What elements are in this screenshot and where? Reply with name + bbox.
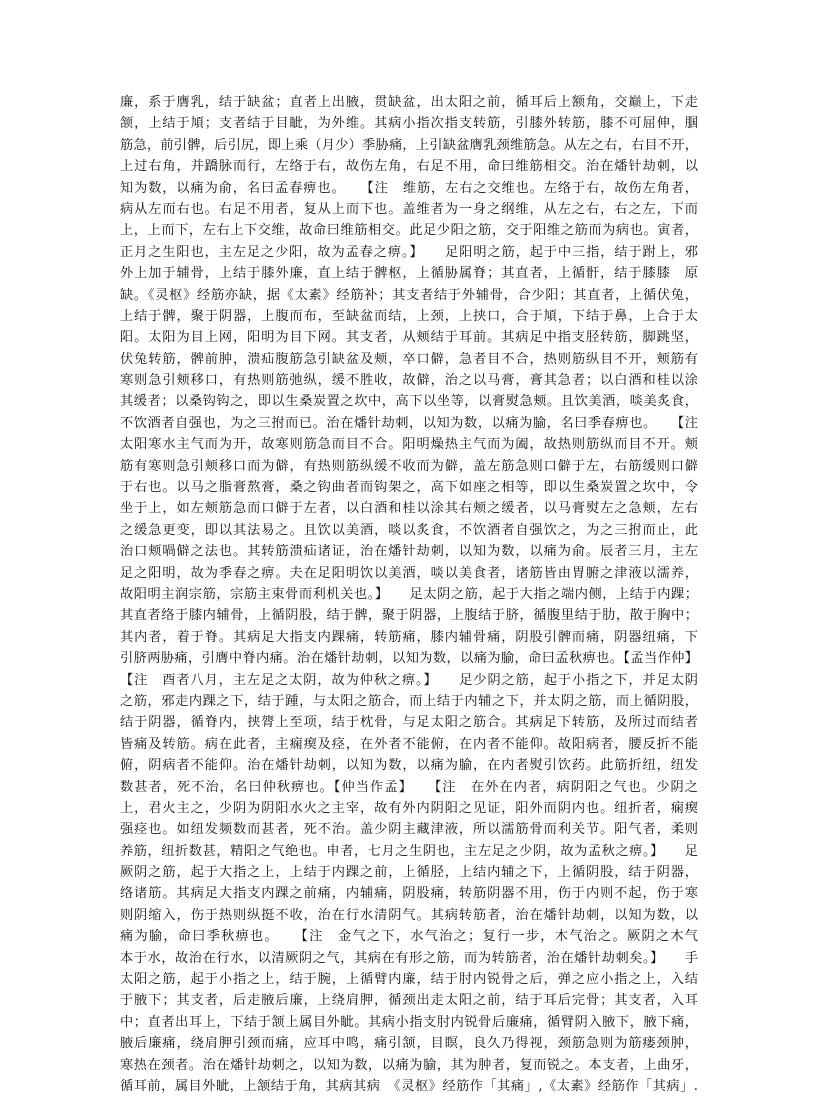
text-line: 廉，系于膺乳，结于缺盆；直者上出腋，贯缺盆，出太阳之前，循耳后上额角，交巅上，下走 xyxy=(120,95,698,110)
text-line: 故阳明主润宗筋，宗筋主束骨而利机关也。】 足太阴之筋，起于大指之端内侧，上结于内踝； xyxy=(120,586,698,602)
text-line: 寒热在颈者。治在燔针劫刺之，以知为数，以痛为腧，其为肿者，复而锐之。本支者，上曲牙， xyxy=(120,1057,698,1073)
text-line: 外上加于辅骨，上结于膝外廉，直上结于髀枢，上循胁属脊；其直者，上循骭，结于膝膝 原 xyxy=(120,266,698,282)
text-line: 寒则急引颊移口，有热则筋弛纵，缓不胜收，故僻，治之以马膏，膏其急者；以白酒和桂以涂 xyxy=(120,373,698,389)
text-line: 痛为腧，命曰季秋痹也。 【注 金气之下，水气治之；复行一步，木气治之。厥阴之木气 xyxy=(120,929,698,945)
text-line: 治口颊喎僻之法也。其转筋溃疝诸证，治在燔针劫刺，以知为数，以痛为俞。辰者三月，主左 xyxy=(120,544,698,560)
text-line: 腋后廉痛，绕肩胛引颈而痛，应耳中鸣，痛引颔，目瞑，良久乃得视，颈筋急则为筋瘘颈肿， xyxy=(120,1036,698,1052)
text-line: 伏兔转筋，髀前肿，溃疝腹筋急引缺盆及颊，卒口僻，急者目不合，热则筋纵目不开，颊筋有 xyxy=(120,351,698,367)
text-line: 本于水，故治在行水，以清厥阴之气，其病在有形之筋，而为转筋者，治在燔针劫刺矣。】 手 xyxy=(120,950,698,966)
text-line: 筋急，前引髀，后引尻，即上乘（月少）季胁痛，上引缺盆膺乳颈维筋急。从左之右，右目不开， xyxy=(120,137,698,153)
text-line: 皆痛及转筋。病在此者，主痫瘈及痉，在外者不能俯，在内者不能仰。故阳病者，腰反折不能 xyxy=(120,736,698,752)
text-line: 中；直者出耳上，下结于颔上属目外眦。其病小指支肘内锐骨后廉痛，循臂阴入腋下，腋下痛， xyxy=(120,1014,698,1030)
text-line: 不饮酒者自强也，为之三拊而已。治在燔针劫刺，以知为数，以痛为腧，名曰季春痹也。 【注 xyxy=(120,415,698,431)
text-line: 筋有寒则急引颊移口而为僻，有热则筋纵缓不收而为僻，盖左筋急则口僻于左，右筋缓则口僻 xyxy=(120,458,698,474)
text-line: 循耳前，属目外眦，上颔结于角，其病其病 《灵枢》经筋作「其痛」,《太素》经筋作「其病」. xyxy=(120,1078,698,1094)
text-line: 坐于上，如左颊筋急而口僻于左者，以白酒和桂以涂其右颊之缓者，以马膏熨左之急颊，左右 xyxy=(120,501,698,517)
text-line: 其内者，着于脊。其病足大指支内踝痛，转筋痛，膝内辅骨痛，阴股引髀而痛，阴器纽痛，下 xyxy=(120,629,698,645)
text-line: 上，上而下，左右上下交维，故命曰维筋相交。此足少阳之筋，交于阳维之筋而为病也。寅者， xyxy=(120,223,698,239)
text-line: 之缓急更变，即以其法易之。且饮以美酒，啖以炙食，不饮酒者自强饮之，为之三拊而止，此 xyxy=(120,522,698,538)
text-line: 于腋下；其支者，后走腋后廉，上绕肩胛，循颈出走太阳之前，结于耳后完骨；其支者，入耳 xyxy=(120,993,698,1009)
text-line: 阳。太阳为目上网，阳明为目下网。其支者，从颊结于耳前。其病足中指支胫转筋，脚跳坚， xyxy=(120,330,698,346)
text-line: 于右也。以马之脂膏熬膏，桑之钩曲者而钩架之，高下如座之相等，即以生桑炭置之坎中，令 xyxy=(120,480,698,496)
text-line: 上结于髀，聚于阴器，上腹而布，至缺盆而结，上颈，上挟口，合于頄，下结于鼻，上合于太 xyxy=(120,308,698,324)
text-line: 厥阴之筋，起于大指之上，上结于内踝之前，上循胫，上结内辅之下，上循阴股，结于阴器， xyxy=(120,865,698,881)
text-line: 太阳之筋，起于小指之上，结于腕，上循臂内廉，结于肘内锐骨之后，弹之应小指之上，入结 xyxy=(120,972,698,988)
text-line: 络诸筋。其病足大指支内踝之前痛，内辅痛，阴股痛，转筋阴器不用，伤于内则不起，伤于寒 xyxy=(120,886,698,902)
text-line: 养筋，纽折数甚，精阳之气绝也。申者，七月之生阴也，主左足之少阴，故为孟秋之痹。】 足 xyxy=(120,843,698,859)
document-page xyxy=(120,92,698,1097)
text-line: 引脐两胁痛，引膺中脊内痛。治在燔针劫刺，以知为数，以痛为腧，命曰孟秋痹也。【孟当作仲】 xyxy=(120,651,698,667)
text-line: 上，君火主之，少阴为阴阳水火之主宰，故有外内阴阳之见证，阳外而阴内也。纽折者，痫瘈 xyxy=(120,800,698,816)
text-line: 数甚者，死不治，名曰仲秋痹也。【仲当作孟】 【注 在外在内者，病阴阳之气也。少阴之 xyxy=(120,779,698,795)
text-line: 【注 酉者八月，主左足之太阴，故为仲秋之痹。】 足少阴之筋，起于小指之下，并足太阴 xyxy=(120,672,698,688)
text-line: 上过右角，并蹻脉而行，左络于右，故伤左角，右足不用，命曰维筋相交。治在燔针劫刺，以 xyxy=(120,159,698,175)
text-line: 结于阴器，循脊内，挟膂上至项，结于枕骨，与足太阳之筋合。其病足下转筋，及所过而结者 xyxy=(120,715,698,731)
text-line: 强痉也。如纽发频数而甚者，死不治。盖少阴主藏津液，所以濡筋骨而利关节。阳气者，柔则 xyxy=(120,822,698,838)
text-line: 之筋，邪走内踝之下，结于踵，与太阳之筋合，而上结于内辅之下，并太阴之筋，而上循阴股， xyxy=(120,693,698,709)
text-line: 缺。《灵枢》经筋亦缺，据《太素》经筋补；其支者结于外辅骨，合少阳；其直者，上循伏兔， xyxy=(120,287,698,303)
text-line: 正月之生阳也，主左足之少阳，故为孟春之痹。】 足阳明之筋，起于中三指，结于跗上，邪 xyxy=(120,244,698,260)
text-line: 俯，阴病者不能仰。治在燔针劫刺，以知为数，以痛为腧，在内者熨引饮药。此筋折纽，纽发 xyxy=(120,758,698,774)
text-line: 知为数，以痛为俞，名曰孟春痹也。 【注 维筋，左右之交维也。左络于右，故伤左角者， xyxy=(120,180,698,196)
text-line: 病从左而右也。右足不用者，复从上而下也。盖维者为一身之纲维，从左之右，右之左，下而 xyxy=(120,201,698,217)
text-line: 足之阳明，故为季春之痹。夫在足阳明饮以美酒，啖以美食者，诸筋皆由胃腑之津液以濡养， xyxy=(120,565,698,581)
text-line: 颔，上结于頄；支者结于目眦，为外维。其病小指次指支转筋，引膝外转筋，膝不可屈伸，腘 xyxy=(120,116,698,132)
text-line: 其直者络于膝内辅骨，上循阴股，结于髀，聚于阴器，上腹结于脐，循腹里结于肋，散于胸中； xyxy=(120,608,698,624)
text-line: 太阳寒水主气而为开，故寒则筋急而目不合。阳明燥热主气而为阖，故热则筋纵而目不开。颊 xyxy=(120,437,698,453)
text-line: 其缓者；以桑钩钩之，即以生桑炭置之坎中，高下以坐等，以膏熨急颊。且饮美酒，啖美炙食， xyxy=(120,394,698,410)
text-line: 则阴缩入，伤于热则纵挺不收，治在行水清阴气。其病转筋者，治在燔针劫刺，以知为数，以 xyxy=(120,907,698,923)
